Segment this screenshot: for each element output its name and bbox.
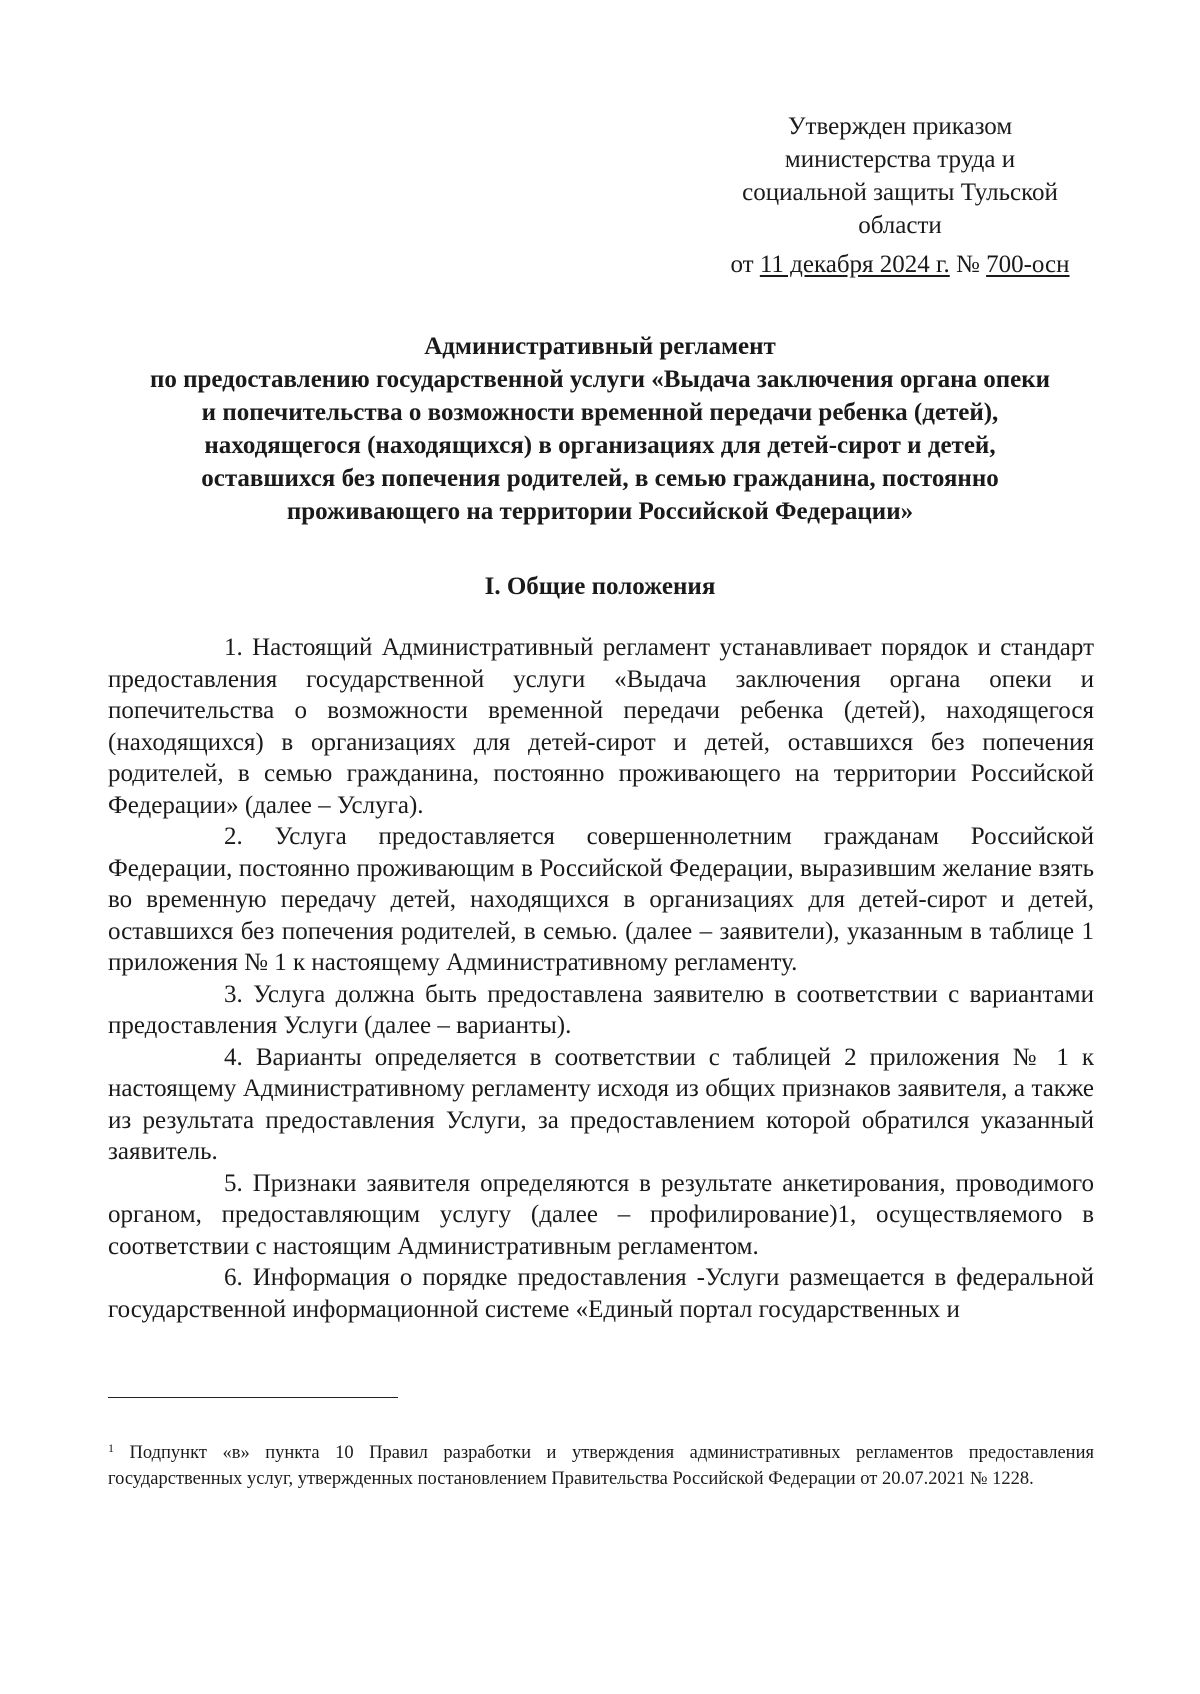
title-line-5: оставшихся без попечения родителей, в семью гражданина, постоянно [201, 465, 999, 492]
document-body [108, 632, 1094, 1325]
paragraph-4 [108, 1042, 1094, 1168]
approval-date-line [700, 248, 1100, 281]
section-heading: I. Общие положения [484, 573, 716, 600]
paragraph-number: 6. [224, 1264, 243, 1291]
approval-line-4: области [858, 212, 942, 239]
title-line-2: по предоставлению государственной услуги «Выдача заключения органа опеки [149, 366, 1051, 393]
paragraph-text: Признаки заявителя определяются в результате анкетирования, проводимого органом, предоставляющим услугу (далее – профилирование)1, осуществляемого в соответствии с настоящим Административным регламентом. [108, 1169, 1094, 1260]
paragraph-number: 3. [224, 980, 243, 1008]
approval-line-1: Утвержден приказом [787, 113, 1013, 140]
paragraph-text: Варианты определяется в соответствии с таблицей 2 приложения № 1 к настоящему Административному регламенту исходя из общих признаков заявителя, а также из результата предоставления Услуги, за предоставлением которой обратился указанный заявитель. [108, 1043, 1095, 1165]
paragraph-text: Информация о порядке предоставления -Услуги размещается в федеральной государственной информационной системе «Единый портал государственных и [108, 1264, 1094, 1323]
paragraph-2 [108, 821, 1094, 979]
title-line-3: и попечительства о возможности временной передачи ребенка (детей), [201, 399, 999, 426]
footnote [108, 1440, 1094, 1492]
approval-number: 700-осн [986, 251, 1070, 278]
footnote-marker: 1 [108, 1441, 114, 1455]
approval-date: 11 декабря 2024 г. [759, 251, 950, 278]
paragraph-number: 5. [224, 1169, 243, 1197]
paragraph-5 [108, 1168, 1094, 1263]
approval-number-sign: № [955, 251, 980, 278]
approval-line-2: министерства труда и [784, 146, 1016, 173]
approval-line-3: социальной защиты Тульской [742, 179, 1058, 206]
title-line-6: проживающего на территории Российской Федерации» [286, 498, 914, 525]
title-line-4: находящегося (находящихся) в организациях для детей-сирот и детей, [204, 432, 996, 459]
paragraph-number: 2. [224, 823, 243, 850]
paragraph-3 [108, 979, 1094, 1042]
paragraph-text: Услуга предоставляется совершеннолетним гражданам Российской Федерации, постоянно проживающим в Российской Федерации, выразившим желание взять во временную передачу детей, находящихся в организациях для детей-сирот и детей, оставшихся без попечения родителей, в семью. (далее – заявители), указанным в таблице 1 приложения № 1 к настоящему Административному регламенту. [108, 823, 1094, 976]
paragraph-number: 4. [224, 1043, 243, 1071]
paragraph-text: Услуга должна быть предоставлена заявителю в соответствии с вариантами предоставления Услуги (далее – варианты). [108, 980, 1095, 1039]
footnote-separator [108, 1397, 398, 1398]
paragraph-1 [108, 632, 1094, 821]
approval-from: от [730, 251, 754, 278]
footnote-text: Подпункт «в» пункта 10 Правил разработки и утверждения административных регламентов предоставления государственных услуг, утвержденных постановлением Правительства Российской Федерации от 20.07.2021 № 1228. [108, 1443, 1094, 1489]
paragraph-text: Настоящий Административный регламент устанавливает порядок и стандарт предоставления государственной услуги «Выдача заключения органа опеки и попечительства о возможности временной передачи ребенка (детей), находящегося (находящихся) в организациях для детей-сирот и детей, оставшихся без попечения родителей, в семью гражданина, постоянно проживающего на территории Российской Федерации» (далее – Услуга). [108, 634, 1094, 819]
paragraph-number: 1. [224, 634, 243, 661]
paragraph-6 [108, 1262, 1094, 1325]
approval-block [720, 110, 1080, 242]
title-line-1: Административный регламент [424, 333, 776, 360]
document-title [100, 330, 1100, 528]
